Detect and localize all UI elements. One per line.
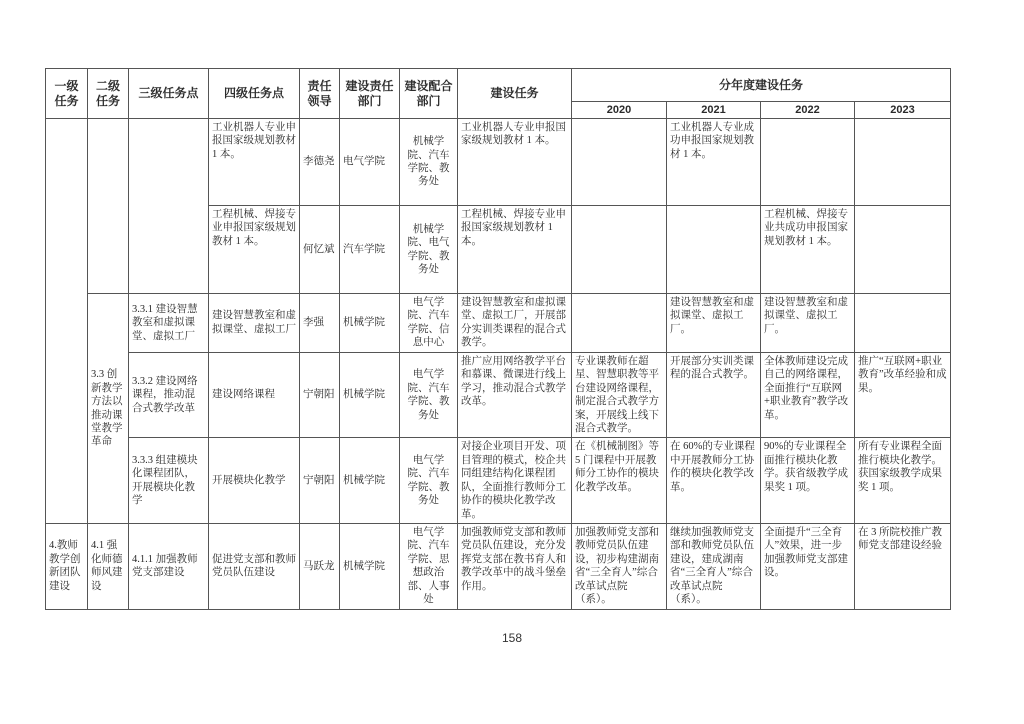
cell-coop: 机械学院、电气学院、教务处 (400, 206, 458, 294)
cell-level2: 4.1 强化师德师风建设 (88, 524, 129, 610)
table-row (46, 524, 951, 610)
cell-year-2020 (572, 119, 667, 206)
table-row (46, 438, 951, 524)
cell-year-2023 (855, 119, 951, 206)
cell-level4: 建设网络课程 (209, 352, 300, 438)
cell-year-2023: 在 3 所院校推广教师党支部建设经验 (855, 524, 951, 610)
cell-task: 工程机械、焊接专业申报国家级规划教材 1 本。 (458, 206, 572, 294)
cell-year-2022: 90%的专业课程全面推行模块化教学。获省级教学成果奖 1 项。 (761, 438, 855, 524)
col-header-level1-task: 一级任务 (46, 69, 88, 119)
col-header-year-2021: 2021 (667, 102, 761, 119)
cell-year-2021: 开展部分实训类课程的混合式教学。 (667, 352, 761, 438)
cell-year-2022 (761, 119, 855, 206)
cell-task: 加强教师党支部和教师党员队伍建设，充分发挥党支部在教书育人和教学改革中的战斗堡垒作用。 (458, 524, 572, 610)
cell-level1 (46, 119, 88, 524)
col-header-annual-tasks-group: 分年度建设任务 (572, 69, 951, 102)
cell-level4: 建设智慧教室和虚拟课堂、虚拟工厂 (209, 294, 300, 353)
cell-year-2021: 工业机器人专业成功申报国家规划教材 1 本。 (667, 119, 761, 206)
cell-task: 对接企业项目开发、项目管理的模式，校企共同组建结构化课程团队，全面推行教师分工协作的模块化教学改革。 (458, 438, 572, 524)
col-header-level2-task: 二级任务 (88, 69, 129, 119)
cell-level4: 工业机器人专业申报国家级规划教材 1 本。 (209, 119, 300, 206)
cell-year-2022: 全面提升“三全育人”效果，进一步加强教师党支部建设。 (761, 524, 855, 610)
cell-year-2022: 全体教师建设完成自己的网络课程，全面推行“互联网+职业教育”教学改革。 (761, 352, 855, 438)
col-header-cooperating-dept: 建设配合部门 (400, 69, 458, 119)
cell-leader: 宁朝阳 (300, 352, 340, 438)
cell-year-2020 (572, 206, 667, 294)
cell-year-2023: 所有专业课程全面推行模块化教学。获国家级教学成果奖 1 项。 (855, 438, 951, 524)
cell-level3 (129, 119, 209, 294)
cell-coop: 电气学院、汽车学院、教务处 (400, 438, 458, 524)
col-header-year-2022: 2022 (761, 102, 855, 119)
col-header-level3-task-point: 三级任务点 (129, 69, 209, 119)
cell-year-2022: 建设智慧教室和虚拟课堂、虚拟工厂。 (761, 294, 855, 353)
col-header-year-2020: 2020 (572, 102, 667, 119)
cell-year-2023 (855, 206, 951, 294)
col-header-construction-task: 建设任务 (458, 69, 572, 119)
cell-dept: 机械学院 (340, 524, 400, 610)
table-row (46, 294, 951, 353)
cell-level2 (88, 119, 129, 294)
cell-level4: 工程机械、焊接专业申报国家级规划教材 1 本。 (209, 206, 300, 294)
cell-level2: 3.3 创新教学方法以推动课堂教学革命 (88, 294, 129, 524)
col-header-responsible-dept: 建设责任部门 (340, 69, 400, 119)
cell-leader: 马跃龙 (300, 524, 340, 610)
cell-coop: 电气学院、汽车学院、信息中心 (400, 294, 458, 353)
cell-year-2021: 继续加强教师党支部和教师党员队伍建设，建成湖南省“三全育人”综合改革试点院（系）。 (667, 524, 761, 610)
cell-year-2023 (855, 294, 951, 353)
cell-year-2021: 建设智慧教室和虚拟课堂、虚拟工厂。 (667, 294, 761, 353)
cell-leader: 宁朝阳 (300, 438, 340, 524)
cell-level1: 4.教师教学创新团队建设 (46, 524, 88, 610)
cell-level3: 3.3.2 建设网络课程，推动混合式教学改革 (129, 352, 209, 438)
cell-level4: 开展模块化教学 (209, 438, 300, 524)
cell-year-2022: 工程机械、焊接专业共成功申报国家规划教材 1 本。 (761, 206, 855, 294)
cell-year-2021 (667, 206, 761, 294)
cell-coop: 机械学院、汽车学院、教务处 (400, 119, 458, 206)
cell-dept: 电气学院 (340, 119, 400, 206)
cell-leader: 何忆斌 (300, 206, 340, 294)
cell-year-2020 (572, 294, 667, 353)
cell-year-2020: 加强教师党支部和教师党员队伍建设，初步构建湖南省“三全育人”综合改革试点院（系）。 (572, 524, 667, 610)
cell-leader: 李德尧 (300, 119, 340, 206)
cell-dept: 汽车学院 (340, 206, 400, 294)
cell-task: 工业机器人专业申报国家级规划教材 1 本。 (458, 119, 572, 206)
cell-leader: 李强 (300, 294, 340, 353)
cell-dept: 机械学院 (340, 352, 400, 438)
cell-coop: 电气学院、汽车学院、思想政治部、人事处 (400, 524, 458, 610)
cell-dept: 机械学院 (340, 294, 400, 353)
col-header-responsible-leader: 责任领导 (300, 69, 340, 119)
cell-year-2021: 在 60%的专业课程中开展教师分工协作的模块化教学改革。 (667, 438, 761, 524)
table-row (46, 119, 951, 206)
col-header-level4-task-point: 四级任务点 (209, 69, 300, 119)
page-number: 158 (501, 631, 523, 645)
cell-level4: 促进党支部和教师党员队伍建设 (209, 524, 300, 610)
cell-level3: 3.3.1 建设智慧教室和虚拟课堂、虚拟工厂 (129, 294, 209, 353)
cell-task: 推广应用网络教学平台和慕课、微课进行线上学习，推动混合式教学改革。 (458, 352, 572, 438)
cell-year-2020: 专业课教师在超星、智慧职教等平台建设网络课程，制定混合式教学方案，开展线上线下混合式教学。 (572, 352, 667, 438)
cell-dept: 机械学院 (340, 438, 400, 524)
annual-construction-task-table (45, 68, 951, 610)
col-header-year-2023: 2023 (855, 102, 951, 119)
table-row (46, 352, 951, 438)
table-header-row (46, 69, 951, 102)
cell-year-2023: 推广“互联网+职业教育”改革经验和成果。 (855, 352, 951, 438)
cell-year-2020: 在《机械制图》等 5 门课程中开展教师分工协作的模块化教学改革。 (572, 438, 667, 524)
cell-task: 建设智慧教室和虚拟课堂、虚拟工厂，开展部分实训类课程的混合式教学。 (458, 294, 572, 353)
cell-level3: 3.3.3 组建模块化课程团队，开展模块化教学 (129, 438, 209, 524)
cell-coop: 电气学院、汽车学院、教务处 (400, 352, 458, 438)
cell-level3: 4.1.1 加强教师党支部建设 (129, 524, 209, 610)
